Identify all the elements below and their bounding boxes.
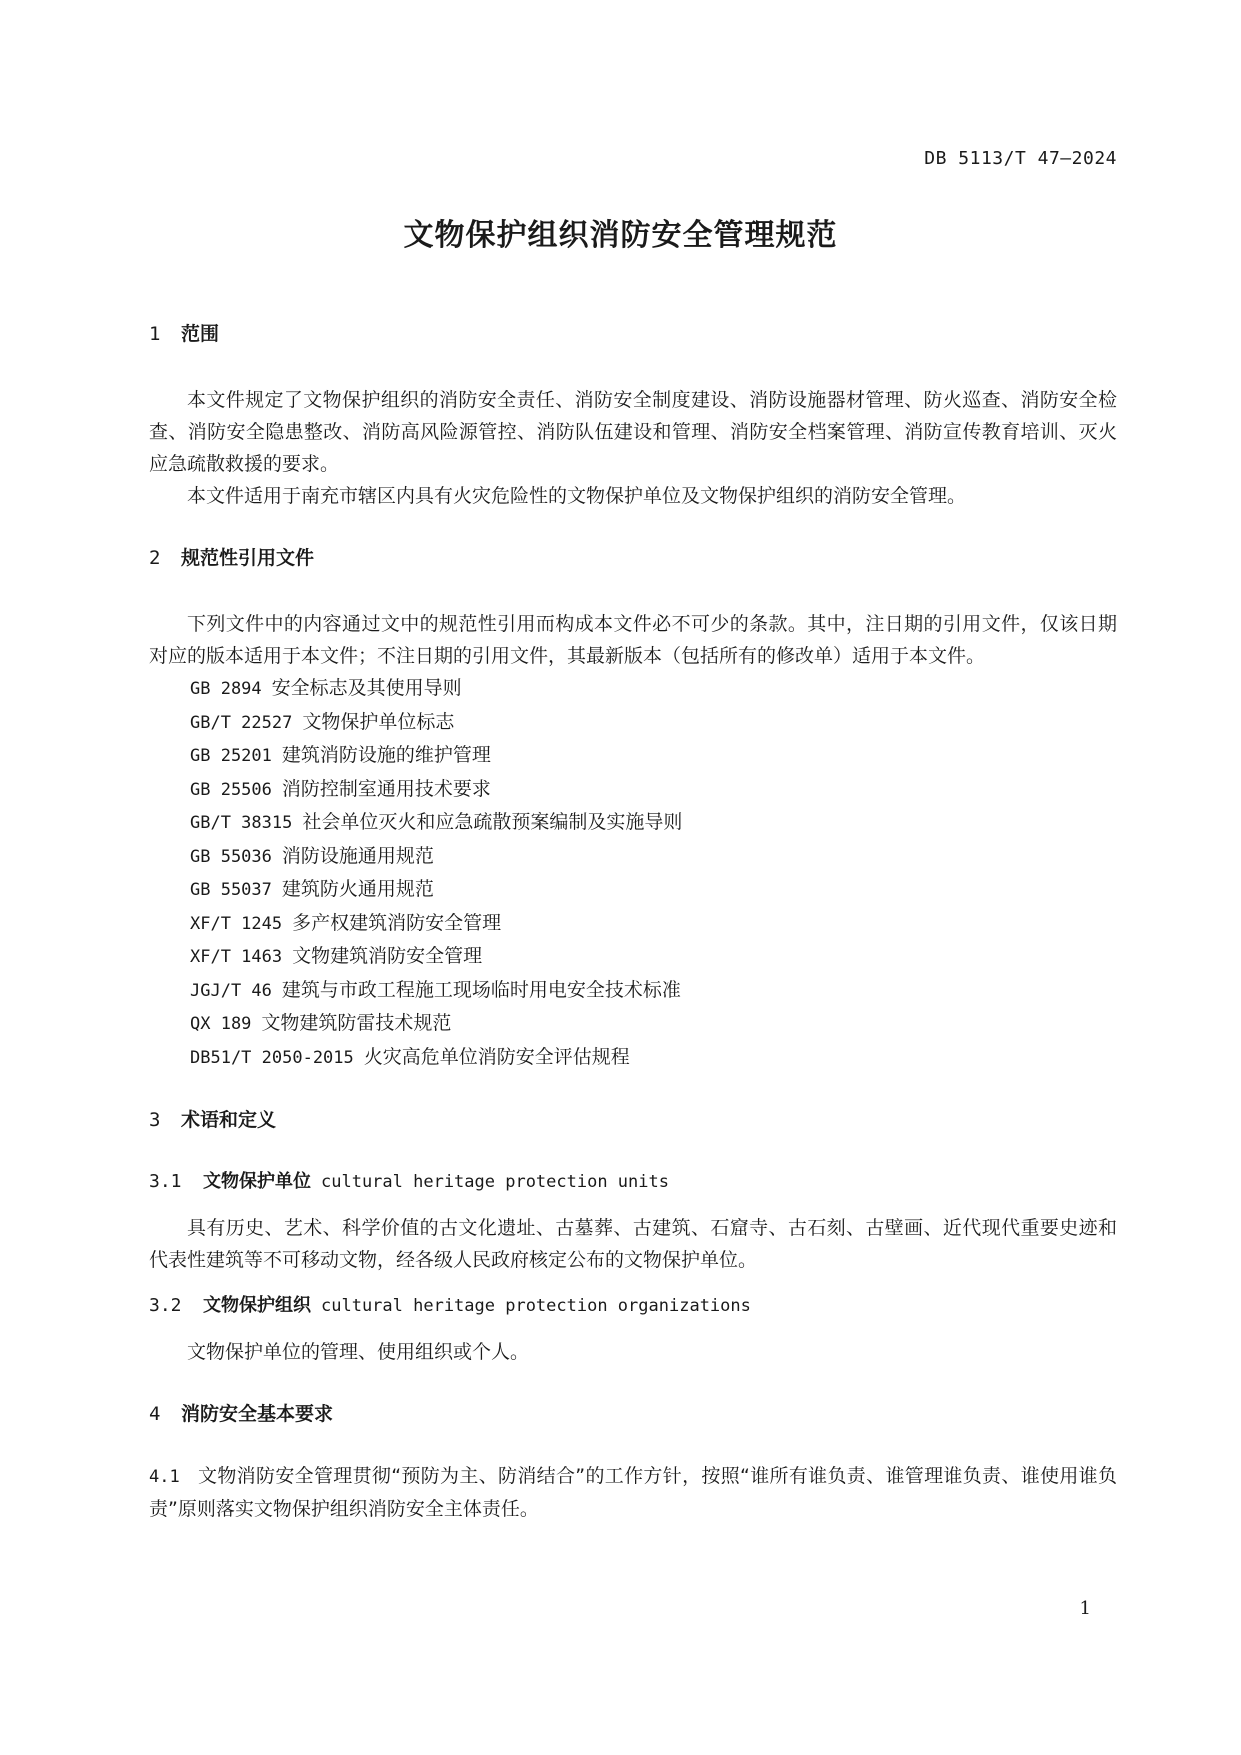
reference-code: GB/T 22527 bbox=[190, 712, 293, 733]
reference-name: 安全标志及其使用导则 bbox=[271, 677, 462, 699]
reference-code: GB 55037 bbox=[190, 880, 272, 900]
reference-name: 社会单位灭火和应急疏散预案编制及实施导则 bbox=[302, 811, 683, 833]
term-3-1-definition: 具有历史、艺术、科学价值的古文化遗址、古墓葬、古建筑、石窟寺、古石刻、古壁画、近代现代重要史迹和代表性建筑等不可移动文物，经各级人民政府核定公布的文物保护单位。 bbox=[149, 1217, 1117, 1271]
document-body bbox=[149, 318, 1117, 1525]
reference-item bbox=[149, 1007, 1117, 1041]
term-english: cultural heritage protection organizations bbox=[321, 1296, 751, 1316]
reference-name: 文物建筑消防安全管理 bbox=[292, 945, 483, 967]
section-1-heading bbox=[149, 318, 1117, 350]
reference-item bbox=[149, 773, 1117, 807]
reference-code: GB 25201 bbox=[190, 746, 272, 766]
document-title: 文物保护组织消防安全管理规范 bbox=[403, 218, 838, 253]
reference-name: 消防控制室通用技术要求 bbox=[281, 777, 491, 800]
reference-item bbox=[149, 672, 1117, 706]
normative-references-list bbox=[149, 672, 1117, 1074]
reference-code: DB51/T 2050-2015 bbox=[190, 1047, 354, 1068]
section-title: 消防安全基本要求 bbox=[181, 1403, 334, 1425]
reference-name: 火灾高危单位消防安全评估规程 bbox=[363, 1045, 630, 1068]
reference-item bbox=[149, 974, 1117, 1008]
reference-name: 文物建筑防雷技术规范 bbox=[261, 1012, 452, 1034]
reference-code: XF/T 1245 bbox=[190, 913, 283, 934]
reference-item bbox=[149, 907, 1117, 941]
section-number: 4 bbox=[149, 1403, 161, 1425]
term-english: cultural heritage protection units bbox=[321, 1172, 669, 1192]
page-number: 1 bbox=[1079, 1598, 1091, 1619]
reference-code: QX 189 bbox=[190, 1014, 252, 1034]
section-number: 2 bbox=[149, 547, 161, 569]
reference-item bbox=[149, 739, 1117, 773]
reference-name: 建筑消防设施的维护管理 bbox=[281, 744, 491, 766]
reference-item bbox=[149, 1041, 1117, 1075]
reference-name: 建筑防火通用规范 bbox=[281, 878, 434, 900]
reference-item bbox=[149, 940, 1117, 974]
section-4-heading bbox=[149, 1398, 1117, 1430]
section-title: 术语和定义 bbox=[181, 1109, 277, 1131]
reference-code: JGJ/T 46 bbox=[190, 980, 272, 1001]
reference-code: GB 25506 bbox=[190, 779, 272, 800]
term-3-2-definition: 文物保护单位的管理、使用组织或个人。 bbox=[187, 1341, 530, 1363]
term-number: 3.1 bbox=[149, 1171, 182, 1192]
document-number: DB 5113/T 47—2024 bbox=[924, 148, 1117, 169]
reference-code: GB/T 38315 bbox=[190, 813, 293, 833]
section-title: 范围 bbox=[181, 323, 220, 345]
reference-name: 建筑与市政工程施工现场临时用电安全技术标准 bbox=[281, 978, 681, 1001]
term-chinese: 文物保护组织 bbox=[203, 1295, 311, 1316]
reference-name: 消防设施通用规范 bbox=[281, 844, 434, 867]
reference-item bbox=[149, 806, 1117, 840]
section-number: 1 bbox=[149, 323, 161, 345]
term-3-2-heading bbox=[149, 1290, 1117, 1322]
reference-item bbox=[149, 840, 1117, 874]
term-chinese: 文物保护单位 bbox=[203, 1171, 311, 1192]
term-3-1-heading bbox=[149, 1166, 1117, 1198]
reference-code: GB 2894 bbox=[190, 679, 262, 699]
reference-name: 文物保护单位标志 bbox=[302, 710, 455, 733]
reference-item bbox=[149, 873, 1117, 907]
clause-4-1 bbox=[149, 1460, 1117, 1525]
clause-number: 4.1 bbox=[149, 1467, 180, 1487]
reference-name: 多产权建筑消防安全管理 bbox=[292, 911, 502, 934]
reference-item bbox=[149, 706, 1117, 740]
section-2-heading bbox=[149, 542, 1117, 574]
clause-text: 文物消防安全管理贯彻“预防为主、防消结合”的工作方针，按照“谁所有谁负责、谁管理谁负责、谁使用谁负责”原则落实文物保护组织消防安全主体责任。 bbox=[149, 1465, 1117, 1520]
section-number: 3 bbox=[149, 1109, 161, 1131]
section-title: 规范性引用文件 bbox=[181, 547, 315, 569]
section-3-heading bbox=[149, 1104, 1117, 1136]
term-number: 3.2 bbox=[149, 1295, 182, 1316]
scope-paragraph-2: 本文件适用于南充市辖区内具有火灾危险性的文物保护单位及文物保护组织的消防安全管理。 bbox=[187, 485, 967, 507]
scope-paragraph-1: 本文件规定了文物保护组织的消防安全责任、消防安全制度建设、消防设施器材管理、防火巡查、消防安全检查、消防安全隐患整改、消防高风险源管控、消防队伍建设和管理、消防安全档案管理、消防宣传教育培训、灭火应急疏散救援的要求。 bbox=[149, 389, 1117, 475]
references-intro-paragraph: 下列文件中的内容通过文中的规范性引用而构成本文件必不可少的条款。其中，注日期的引用文件，仅该日期对应的版本适用于本文件；不注日期的引用文件，其最新版本（包括所有的修改单）适用于本文件。 bbox=[149, 613, 1117, 667]
reference-code: XF/T 1463 bbox=[190, 947, 283, 967]
reference-code: GB 55036 bbox=[190, 846, 272, 867]
